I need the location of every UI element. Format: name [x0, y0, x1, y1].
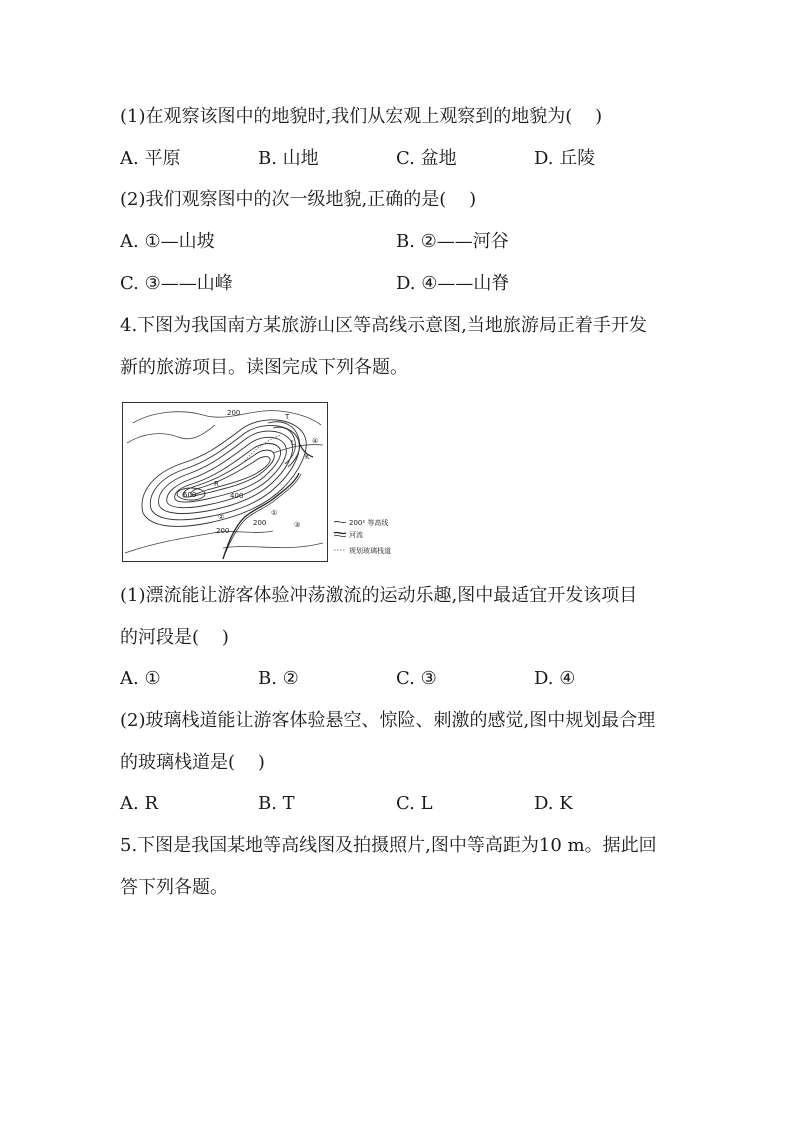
q4-sub1-option-b[interactable]: B. ②	[258, 668, 299, 689]
q4-sub1-option-c[interactable]: C. ③	[396, 668, 437, 689]
q3-sub1-option-b[interactable]: B. 山地	[258, 148, 319, 169]
q4-sub2-stem-line2: 的玻璃栈道是( )	[120, 752, 265, 773]
marker-3: ③	[294, 521, 301, 529]
contour-label-200-top: 200	[227, 409, 241, 417]
contour-label-200-left: 200	[216, 527, 230, 535]
contour-map	[122, 402, 328, 562]
point-label-t: T	[285, 413, 290, 421]
point-label-l: L	[291, 439, 295, 447]
q4-stem-line2: 新的旅游项目。读图完成下列各题。	[120, 357, 408, 378]
legend-river-label: 河流	[349, 531, 363, 539]
q3-sub1-option-a[interactable]: A. 平原	[120, 148, 181, 169]
q4-sub2-option-a[interactable]: A. R	[120, 793, 158, 814]
point-label-r: R	[214, 480, 219, 488]
q4-sub1-option-d[interactable]: D. ④	[534, 668, 576, 689]
q4-sub2-option-b[interactable]: B. T	[258, 793, 295, 814]
legend-contour-label: 200² 等高线	[349, 519, 389, 527]
q3-sub2-option-d[interactable]: D. ④——山脊	[396, 273, 510, 294]
q5-stem-line2: 答下列各题。	[120, 877, 228, 898]
contour-label-400: 400	[230, 492, 244, 500]
marker-1: ①	[271, 509, 278, 517]
legend-glass-walkway-label: 规划玻璃栈道	[349, 547, 391, 555]
q4-sub1-stem-line1: (1)漂流能让游客体验冲荡激流的运动乐趣,图中最适宜开发该项目	[120, 585, 638, 606]
q5-stem-line1: 5.下图是我国某地等高线图及拍摄照片,图中等高距为10 m。据此回	[120, 835, 657, 856]
q4-sub1-option-a[interactable]: A. ①	[120, 668, 161, 689]
q3-sub1-option-c[interactable]: C. 盆地	[396, 148, 457, 169]
contour-label-200-bottom: 200	[253, 519, 267, 527]
q4-sub2-option-c[interactable]: C. L	[396, 793, 433, 814]
marker-4: ④	[312, 437, 319, 445]
map-legend	[332, 500, 452, 564]
q3-sub2-option-c[interactable]: C. ③——山峰	[120, 273, 233, 294]
q4-sub2-stem-line1: (2)玻璃栈道能让游客体验悬空、惊险、刺激的感觉,图中规划最合理	[120, 710, 656, 731]
point-label-k: K	[305, 453, 310, 461]
q3-sub2-option-b[interactable]: B. ②——河谷	[396, 231, 509, 252]
contour-label-600: 600	[183, 491, 197, 499]
q3-sub2-stem: (2)我们观察图中的次一级地貌,正确的是( )	[120, 189, 477, 210]
marker-2: ②	[218, 513, 225, 521]
q3-sub1-option-d[interactable]: D. 丘陵	[534, 148, 596, 169]
q4-sub1-stem-line2: 的河段是( )	[120, 627, 229, 648]
q4-sub2-option-d[interactable]: D. K	[534, 793, 573, 814]
q4-stem-line1: 4.下图为我国南方某旅游山区等高线示意图,当地旅游局正着手开发	[120, 315, 647, 336]
q3-sub1-stem: (1)在观察该图中的地貌时,我们从宏观上观察到的地貌为( )	[120, 106, 603, 127]
q3-sub2-option-a[interactable]: A. ①—山坡	[120, 231, 215, 252]
